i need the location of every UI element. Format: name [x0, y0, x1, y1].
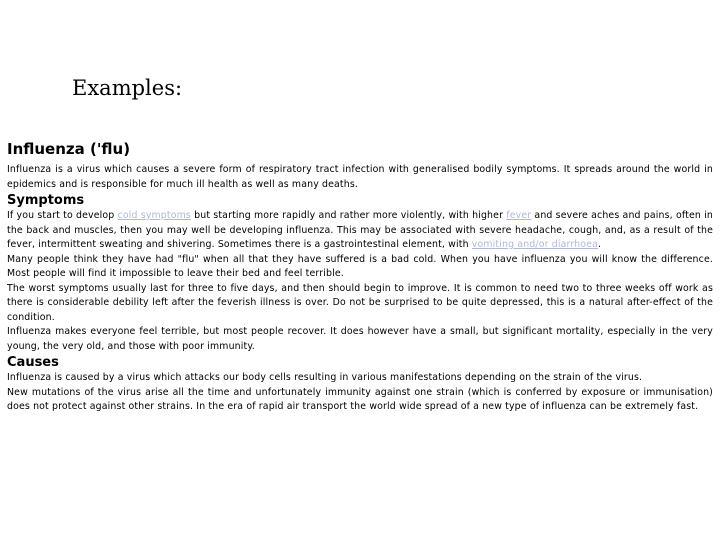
cold-symptoms-link[interactable]: cold symptoms — [117, 210, 191, 221]
symptoms-paragraph-4: Influenza makes everyone feel terrible, but most people recover. It does however have a small, but significant mortality, especially in the very young, the very old, and those with poor immunity. — [7, 326, 713, 352]
slide-title: Examples: — [72, 76, 183, 100]
causes-paragraph-1: Influenza is caused by a virus which attacks our body cells resulting in various manifestations depending on the strain of the virus. — [7, 372, 643, 383]
symptoms-paragraph-2: Many people think they have had "flu" when all that they have suffered is a bad cold. When you have influenza you will know the difference. Most people will find it impossible to leave their bed and feel terrible. — [7, 253, 713, 279]
causes-heading: Causes — [7, 355, 59, 370]
causes-paragraph-2: New mutations of the virus arise all the time and unfortunately immunity against one strain (which is conferred by exposure or immunisation) does not protect against other strains. In the era of rapid air transport the world wide spread of a new type of influenza can be extremely fast. — [7, 386, 713, 412]
article-content — [7, 139, 713, 415]
symptoms-text-1: If you start to develop — [7, 210, 118, 221]
article-heading: Influenza ('flu) — [7, 140, 131, 158]
intro-paragraph: Influenza is a virus which causes a severe form of respiratory tract infection with generalised bodily symptoms. It spreads around the world in epidemics and is responsible for much ill health as well as many deaths. — [7, 164, 713, 190]
fever-link[interactable]: fever — [506, 210, 532, 221]
symptoms-paragraph-1 — [7, 209, 713, 253]
symptoms-heading: Symptoms — [7, 193, 85, 208]
symptoms-paragraph-3: The worst symptoms usually last for three to five days, and then should begin to improve. It is common to need two to three weeks off work as there is considerable debility left after the feverish illness is over. Do not be surprised to be quite depressed, this is a natural after-effect of the condition. — [7, 282, 713, 323]
symptoms-text-4: . — [597, 239, 602, 250]
symptoms-text-2: but starting more rapidly and rather more violently, with higher — [190, 210, 507, 221]
vomiting-diarrhoea-link[interactable]: vomiting and/or diarrhoea — [471, 239, 598, 250]
symptoms-text-3: and severe aches and pains, often in the back and muscles, then you may well be developing influenza. This may be associated with severe headache, cough, and, as a result of the fever, intermittent sweating and shivering. Sometimes there is a gastrointestinal element, with — [7, 210, 714, 250]
